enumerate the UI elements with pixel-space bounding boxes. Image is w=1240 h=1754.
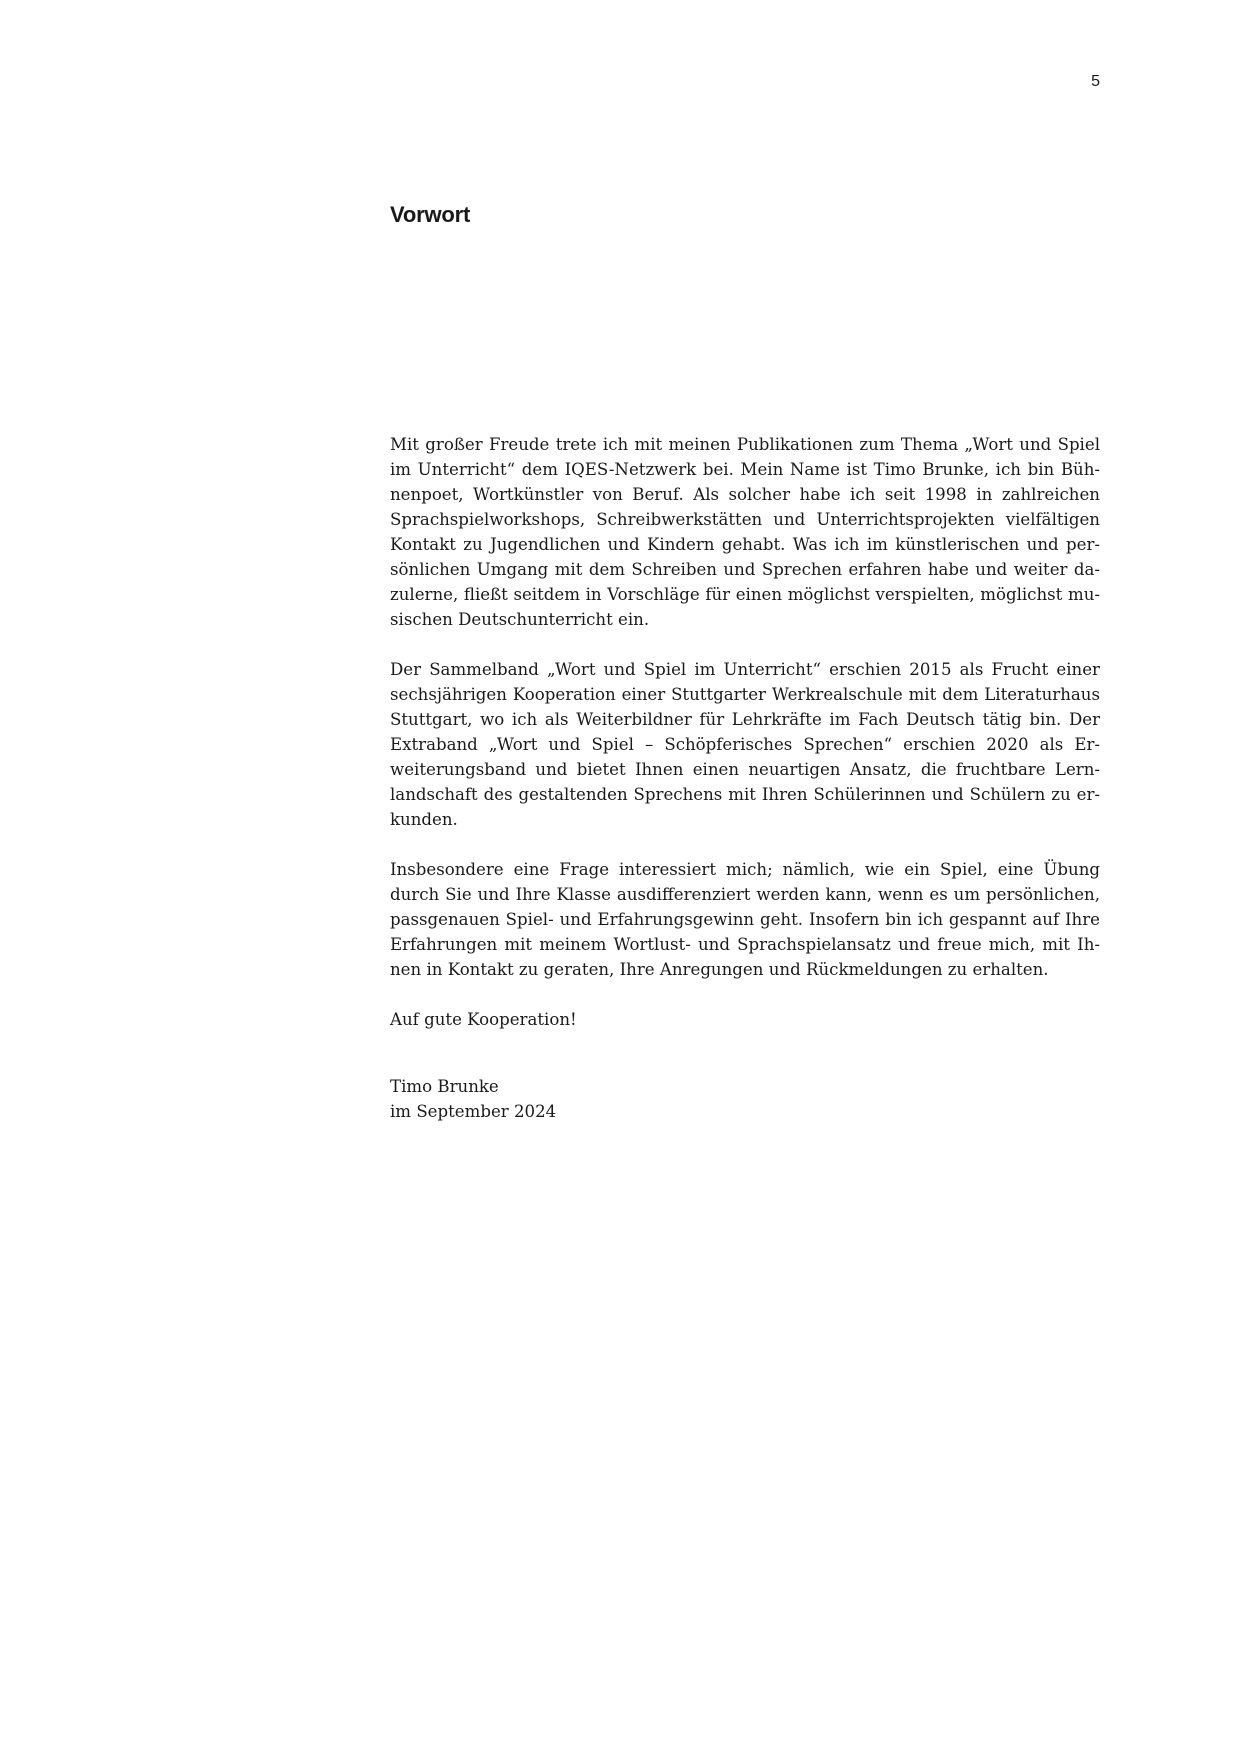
page-number: 5 <box>1091 73 1100 90</box>
paragraph-question: Insbesondere eine Frage interessiert mich; nämlich, wie ein Spiel, eine Übung durch Sie und Ihre Klasse ausdifferenziert werden kann, wenn es um persönlichen, passgenauen Spiel- und Erfahrungsgewinn geht. Insofern bin ich gespannt auf Ihre Erfahrungen mit meinem Wortlust- und Sprachspielansatz und freue mich, mit Ihnen in Kontakt zu geraten, Ihre Anregungen und Rückmeldungen zu erhalten. <box>390 860 1100 979</box>
signature-name: Timo Brunke <box>390 1077 499 1096</box>
document-content <box>390 200 1100 1121</box>
page-title: Vorwort <box>390 202 471 227</box>
paragraph-collection: Der Sammelband „Wort und Spiel im Unterricht“ erschien 2015 als Frucht einer sechsjährigen Kooperation einer Stuttgarter Werkrealschule mit dem Literaturhaus Stuttgart, wo ich als Weiterbildner für Lehrkräfte im Fach Deutsch tätig bin. Der Extraband „Wort und Spiel – Schöpferisches Sprechen“ erschien 2020 als Erweiterungsband und bietet Ihnen einen neuartigen Ansatz, die fruchtbare Lernlandschaft des gestaltenden Sprechens mit Ihren Schülerinnen und Schülern zu erkunden. <box>390 660 1100 829</box>
signature-date: im September 2024 <box>390 1102 557 1121</box>
body-text <box>390 432 1100 1124</box>
signature <box>390 1074 1100 1124</box>
paragraph-closing: Auf gute Kooperation! <box>390 1010 577 1029</box>
paragraph-intro: Mit großer Freude trete ich mit meinen Publikationen zum Thema „Wort und Spiel im Unterricht“ dem IQES-Netzwerk bei. Mein Name ist Timo Brunke, ich bin Bühnenpoet, Wortkünstler von Beruf. Als solcher habe ich seit 1998 in zahlreichen Sprachspielworkshops, Schreibwerkstätten und Unterrichtsprojekten vielfältigen Kontakt zu Jugendlichen und Kindern gehabt. Was ich im künstlerischen und persönlichen Umgang mit dem Schreiben und Sprechen erfahren habe und weiter dazulerne, fließt seitdem in Vorschläge für einen möglichst verspielten, möglichst musischen Deutschunterricht ein. <box>390 435 1100 629</box>
